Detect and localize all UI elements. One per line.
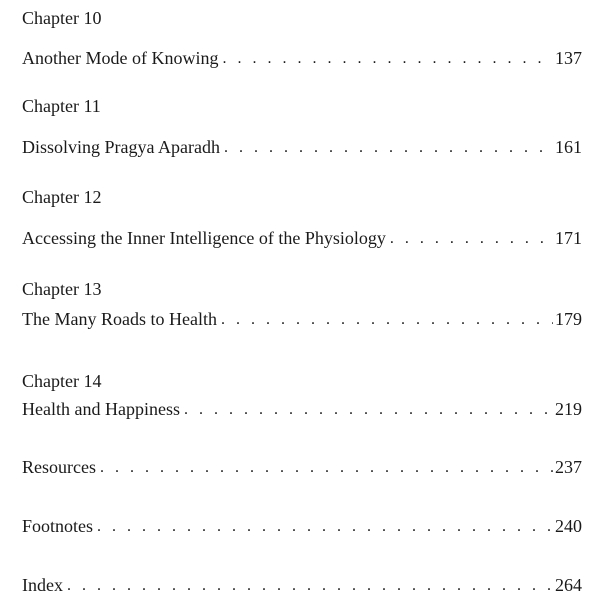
dot-leader (222, 49, 553, 69)
dot-leader (97, 517, 553, 537)
dot-leader (221, 310, 553, 330)
toc-entry-chapter-13 (22, 278, 582, 330)
page-number: 179 (555, 309, 582, 329)
section-title: Resources (22, 457, 96, 477)
section-title: Index (22, 575, 63, 595)
chapter-label: Chapter 12 (22, 187, 102, 207)
page-number: 171 (555, 228, 582, 248)
toc-title-row (22, 47, 582, 69)
chapter-title: Accessing the Inner Intelligence of the Physiology (22, 228, 386, 248)
toc-title-row (22, 574, 582, 596)
page-number: 237 (555, 457, 582, 477)
toc-entry-footnotes (22, 515, 582, 537)
page-number: 219 (555, 399, 582, 419)
page-number: 264 (555, 575, 582, 595)
section-title: Footnotes (22, 516, 94, 536)
dot-leader (390, 229, 553, 249)
chapter-title: Dissolving Pragya Aparadh (22, 137, 220, 157)
chapter-label: Chapter 10 (22, 8, 102, 28)
toc-entry-chapter-10 (22, 7, 582, 69)
toc-entry-chapter-12 (22, 186, 582, 249)
dot-leader (67, 576, 553, 596)
toc-title-row (22, 136, 582, 158)
dot-leader (184, 400, 553, 420)
chapter-title: Another Mode of Knowing (22, 48, 219, 68)
chapter-label: Chapter 13 (22, 279, 102, 299)
page-number: 161 (555, 137, 582, 157)
dot-leader (100, 458, 553, 478)
toc-entry-chapter-11 (22, 95, 582, 158)
chapter-label: Chapter 11 (22, 96, 101, 116)
page-number: 137 (555, 48, 582, 68)
chapter-label: Chapter 14 (22, 371, 102, 391)
toc-title-row (22, 398, 582, 420)
toc-entry-index (22, 574, 582, 596)
dot-leader (224, 138, 553, 158)
page-number: 240 (555, 516, 582, 536)
toc-title-row (22, 515, 582, 537)
toc-entry-chapter-14 (22, 370, 582, 420)
toc-title-row (22, 456, 582, 478)
toc-title-row (22, 308, 582, 330)
chapter-title: Health and Happiness (22, 399, 180, 419)
toc-title-row (22, 227, 582, 249)
toc-entry-resources (22, 456, 582, 478)
chapter-title: The Many Roads to Health (22, 309, 217, 329)
